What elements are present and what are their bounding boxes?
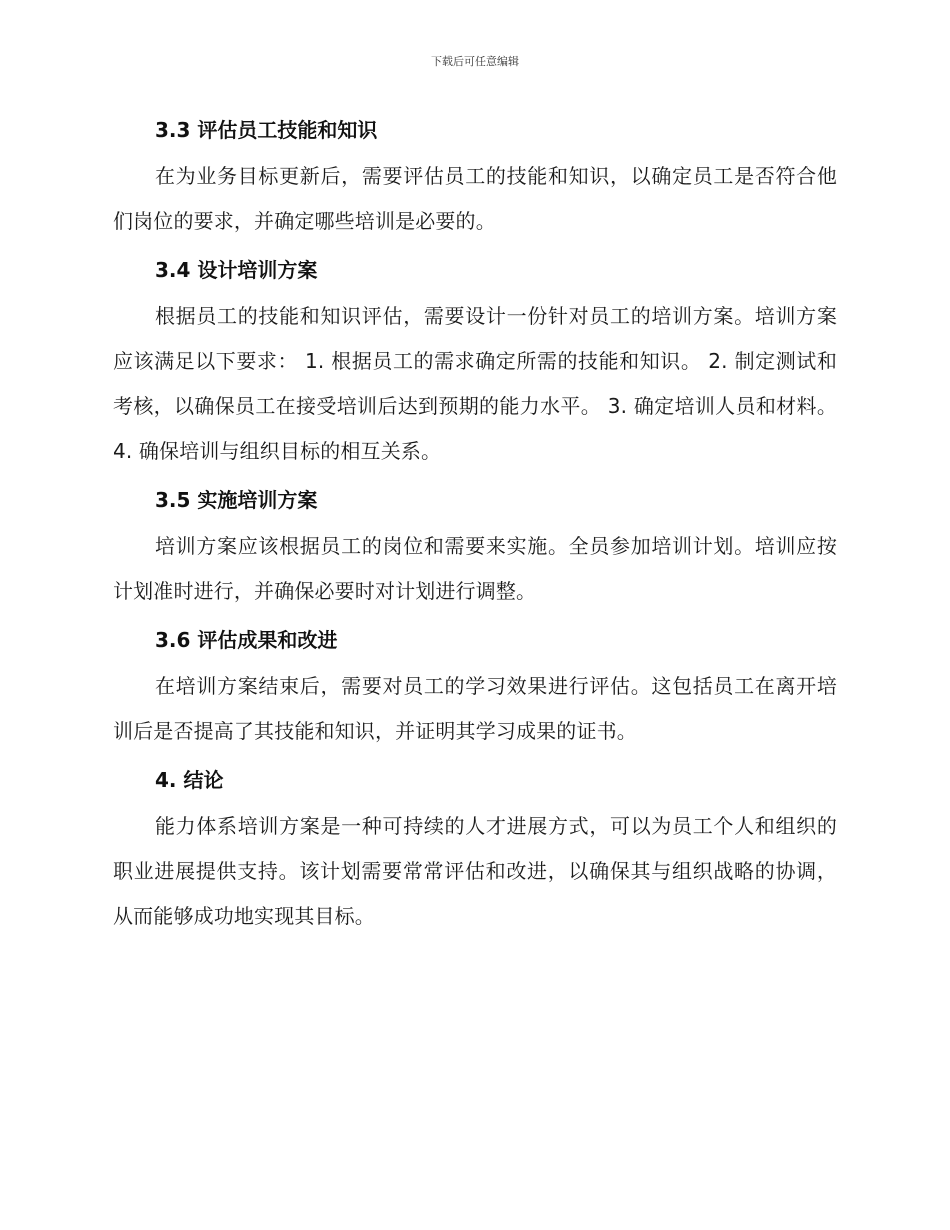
section-4-conclusion [113,760,837,939]
section-heading: 3.6 评估成果和改进 [155,628,338,652]
section-heading: 4. 结论 [155,768,224,792]
section-paragraph: 在培训方案结束后，需要对员工的学习效果进行评估。这包括员工在离开培训后是否提高了其技能和知识，并证明其学习成果的证书。 [113,674,837,743]
section-heading: 3.5 实施培训方案 [155,488,318,512]
section-3-4 [113,250,837,474]
section-paragraph: 根据员工的技能和知识评估，需要设计一份针对员工的培训方案。培训方案应该满足以下要求： 1. 根据员工的需求确定所需的技能和知识。 2. 制定测试和考核，以确保员工在接受培训后达到预期的能力水平。 3. 确定培训人员和材料。 4. 确保培训与组织目标的相互关系。 [113,304,837,463]
document-body [113,110,837,945]
section-3-5 [113,480,837,614]
section-paragraph: 在为业务目标更新后，需要评估员工的技能和知识，以确定员工是否符合他们岗位的要求，并确定哪些培训是必要的。 [113,164,837,233]
section-paragraph: 能力体系培训方案是一种可持续的人才进展方式，可以为员工个人和组织的职业进展提供支持。该计划需要常常评估和改进，以确保其与组织战略的协调，从而能够成功地实现其目标。 [113,814,837,928]
header-note: 下载后可任意编辑 [431,55,519,68]
section-heading: 3.4 设计培训方案 [155,258,318,282]
section-3-6 [113,620,837,754]
section-paragraph: 培训方案应该根据员工的岗位和需要来实施。全员参加培训计划。培训应按计划准时进行，并确保必要时对计划进行调整。 [113,534,837,603]
section-3-3 [113,110,837,244]
section-heading: 3.3 评估员工技能和知识 [155,118,378,142]
